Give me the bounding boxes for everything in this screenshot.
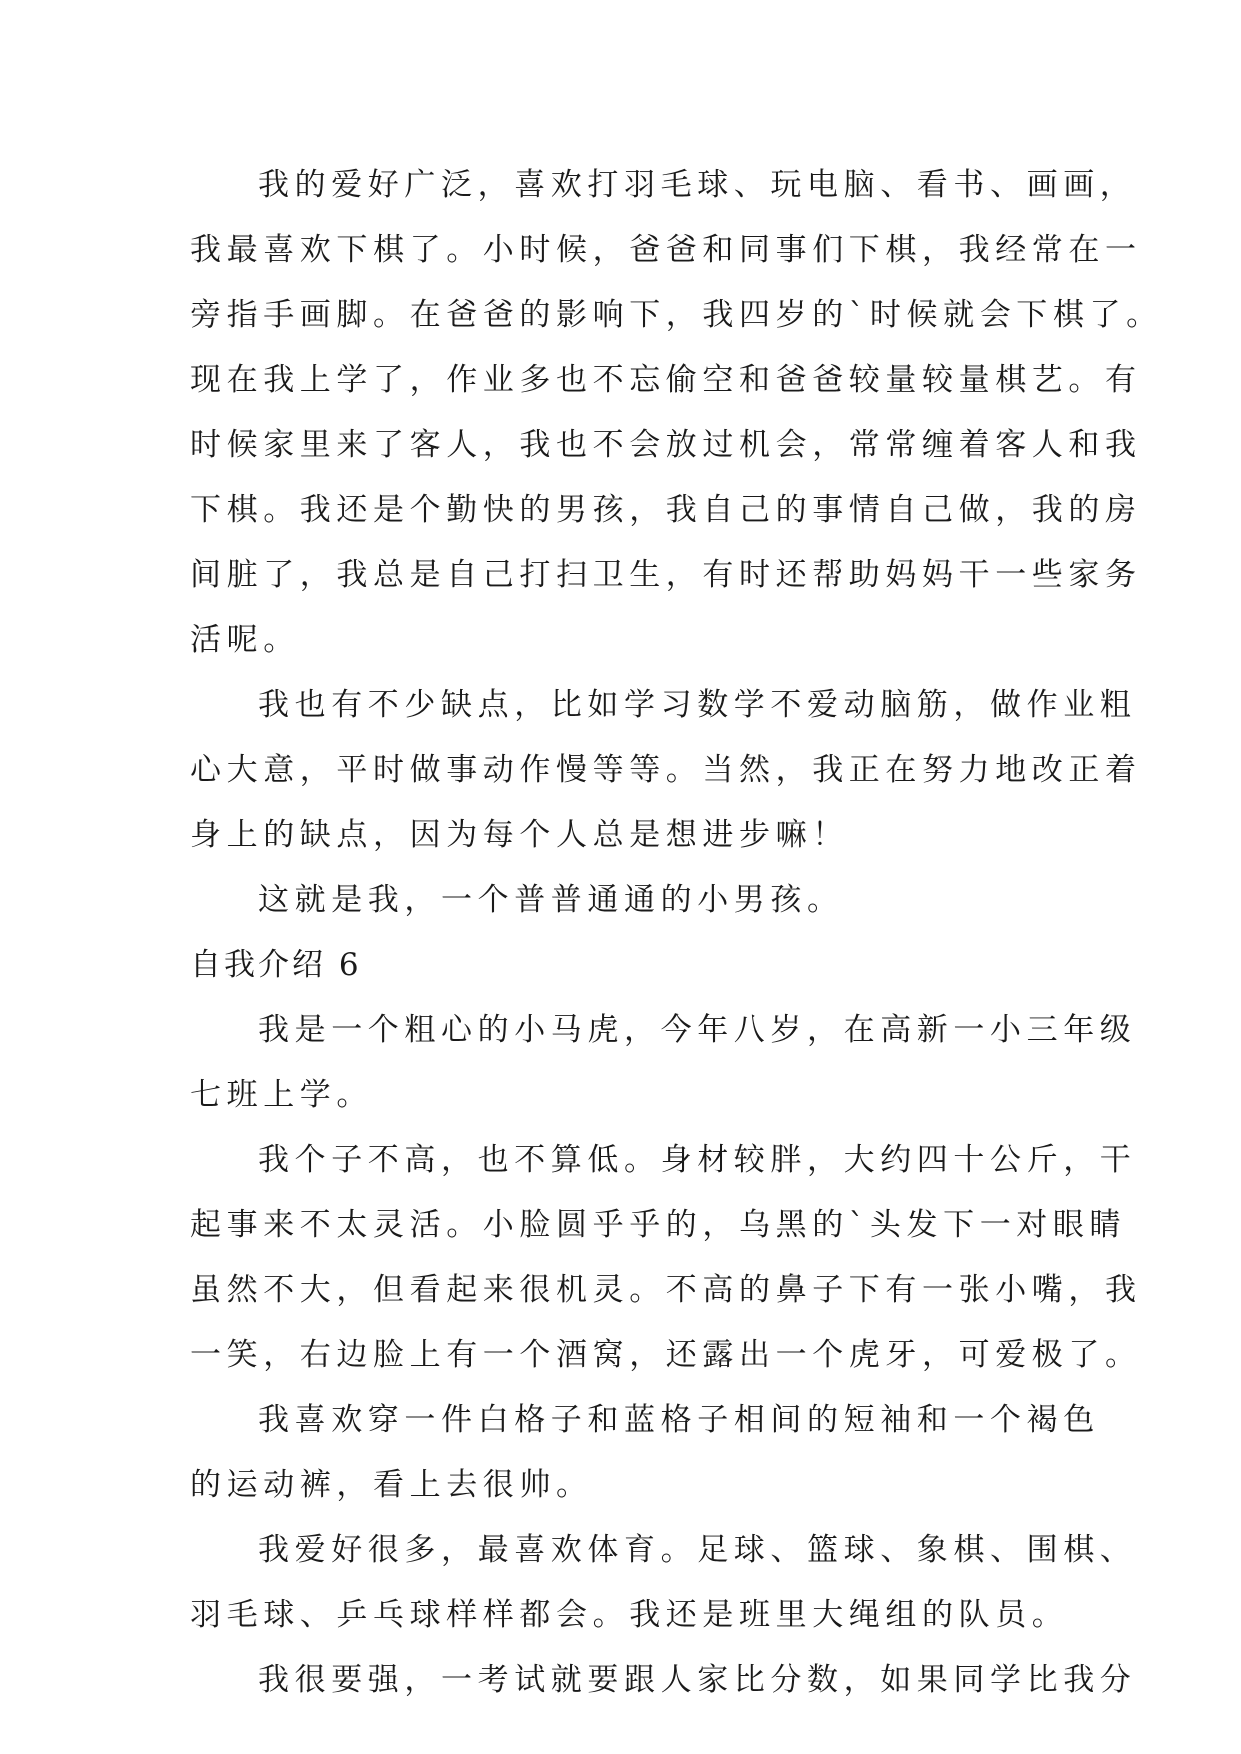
- text-line: 我个子不高，也不算低。身材较胖，大约四十公斤，干: [258, 1142, 1137, 1178]
- text-line: 间脏了，我总是自己打扫卫生，有时还帮助妈妈干一些家务: [190, 557, 1142, 593]
- text-line: 虽然不大，但看起来很机灵。不高的鼻子下有一张小嘴，我: [190, 1272, 1142, 1308]
- text-line: 下棋。我还是个勤快的男孩，我自己的事情自己做，我的房: [190, 492, 1142, 528]
- text-line: 我是一个粗心的小马虎，今年八岁，在高新一小三年级: [258, 1012, 1137, 1048]
- text-line: 时候家里来了客人，我也不会放过机会，常常缠着客人和我: [190, 427, 1142, 463]
- section-heading: 自我介绍 6: [190, 947, 362, 983]
- text-line: 我最喜欢下棋了。小时候，爸爸和同事们下棋，我经常在一: [190, 232, 1142, 268]
- text-line: 我喜欢穿一件白格子和蓝格子相间的短袖和一个褐色: [258, 1402, 1100, 1438]
- text-line: 一笑，右边脸上有一个酒窝，还露出一个虎牙，可爱极了。: [190, 1337, 1142, 1373]
- text-line: 这就是我，一个普普通通的小男孩。: [258, 882, 844, 918]
- text-line: 身上的缺点，因为每个人总是想进步嘛！: [190, 817, 849, 853]
- text-line: 现在我上学了，作业多也不忘偷空和爸爸较量较量棋艺。有: [190, 362, 1142, 398]
- text-line: 起事来不太灵活。小脸圆乎乎的，乌黑的`头发下一对眼睛: [190, 1207, 1127, 1243]
- text-line: 心大意，平时做事动作慢等等。当然，我正在努力地改正着: [190, 752, 1142, 788]
- text-line: 我很要强，一考试就要跟人家比分数，如果同学比我分: [258, 1662, 1137, 1698]
- text-line: 我爱好很多，最喜欢体育。足球、篮球、象棋、围棋、: [258, 1532, 1137, 1568]
- text-line: 我的爱好广泛，喜欢打羽毛球、玩电脑、看书、画画，: [258, 167, 1137, 203]
- text-line: 羽毛球、乒乓球样样都会。我还是班里大绳组的队员。: [190, 1597, 1069, 1633]
- text-line: 活呢。: [190, 622, 300, 658]
- text-line: 我也有不少缺点，比如学习数学不爱动脑筋，做作业粗: [258, 687, 1137, 723]
- text-line: 七班上学。: [190, 1077, 373, 1113]
- text-line: 旁指手画脚。在爸爸的影响下，我四岁的`时候就会下棋了。: [190, 297, 1163, 333]
- text-line: 的运动裤，看上去很帅。: [190, 1467, 593, 1503]
